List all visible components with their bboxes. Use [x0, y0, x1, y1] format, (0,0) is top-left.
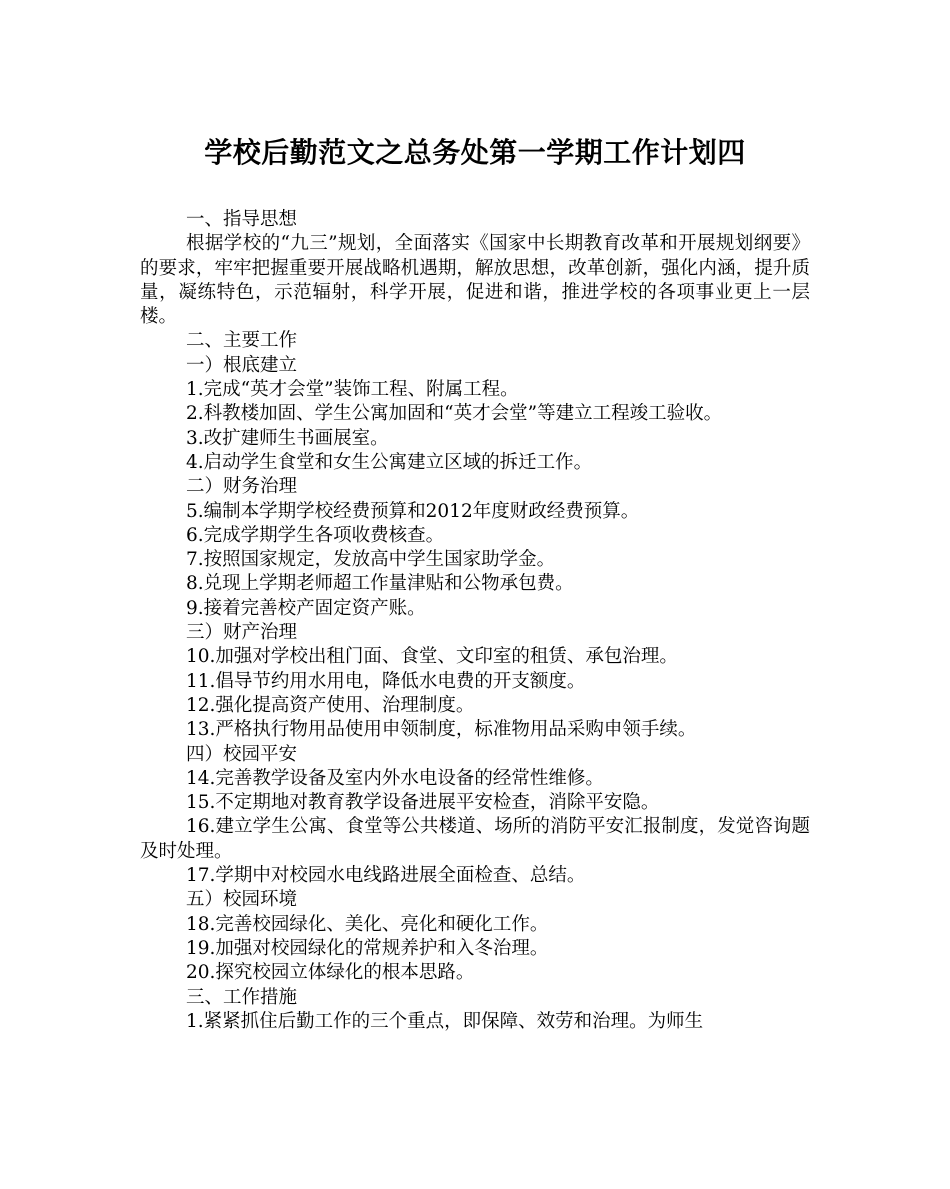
list-item: 8.兑现上学期老师超工作量津贴和公物承包费。: [186, 573, 574, 595]
list-item: 2.科教楼加固、学生公寓加固和“英才会堂”等建立工程竣工验收。: [186, 403, 723, 425]
list-item: 14.完善教学设备及室内外水电设备的经常性维修。: [186, 767, 604, 789]
section-heading: 二、主要工作: [186, 330, 298, 352]
list-item: 3.改扩建师生书画展室。: [186, 427, 389, 449]
list-item: 1.紧紧抓住后勤工作的三个重点，即保障、效劳和治理。为师生: [186, 1010, 704, 1032]
list-item: 17.学期中对校园水电线路进展全面检查、总结。: [186, 865, 586, 887]
list-item: 12.强化提高资产使用、治理制度。: [186, 694, 475, 716]
subsection-heading: 三）财产治理: [186, 622, 298, 644]
document-body: [140, 208, 810, 1034]
list-item: 16.建立学生公寓、食堂等公共楼道、场所的消防平安汇报制度，发觉咨询题及时处理。: [140, 816, 810, 862]
paragraph: 根据学校的“九三”规划，全面落实《国家中长期教育改革和开展规划纲要》的要求，牢牢把握重要开展战略机遇期，解放思想，改革创新，强化内涵，提升质量，凝练特色，示范辐射，科学开展，促进和谐，推进学校的各项事业更上一层楼。: [140, 233, 810, 328]
list-item: 10.加强对学校出租门面、食堂、文印室的租赁、承包治理。: [186, 646, 678, 668]
section-heading: 三、工作措施: [186, 986, 298, 1008]
list-item: 6.完成学期学生各项收费核查。: [186, 524, 445, 546]
list-item: 7.按照国家规定，发放高中学生国家助学金。: [186, 549, 556, 571]
list-item: 5.编制本学期学校经费预算和2012年度财政经费预算。: [186, 500, 640, 522]
list-item: 18.完善校园绿化、美化、亮化和硬化工作。: [186, 913, 549, 935]
list-item: 20.探究校园立体绿化的根本思路。: [186, 962, 475, 984]
subsection-heading: 二）财务治理: [186, 476, 298, 498]
list-item: 15.不定期地对教育教学设备进展平安检查，消除平安隐。: [186, 792, 660, 814]
list-item: 13.严格执行物用品使用申领制度，标准物用品采购申领手续。: [186, 719, 697, 741]
subsection-heading: 四）校园平安: [186, 743, 298, 765]
section-heading: 一、指导思想: [186, 209, 298, 230]
list-item: 9.接着完善校产固定资产账。: [186, 597, 426, 619]
list-item: 11.倡导节约用水用电，降低水电费的开支额度。: [186, 670, 586, 692]
document-title: 学校后勤范文之总务处第一学期工作计划四: [204, 136, 746, 169]
subsection-heading: 五）校园环境: [186, 889, 298, 911]
list-item: 19.加强对校园绿化的常规养护和入冬治理。: [186, 937, 549, 959]
subsection-heading: 一）根底建立: [186, 354, 298, 376]
list-item: 1.完成“英才会堂”装饰工程、附属工程。: [186, 379, 519, 401]
list-item: 4.启动学生食堂和女生公寓建立区域的拆迁工作。: [186, 451, 593, 473]
